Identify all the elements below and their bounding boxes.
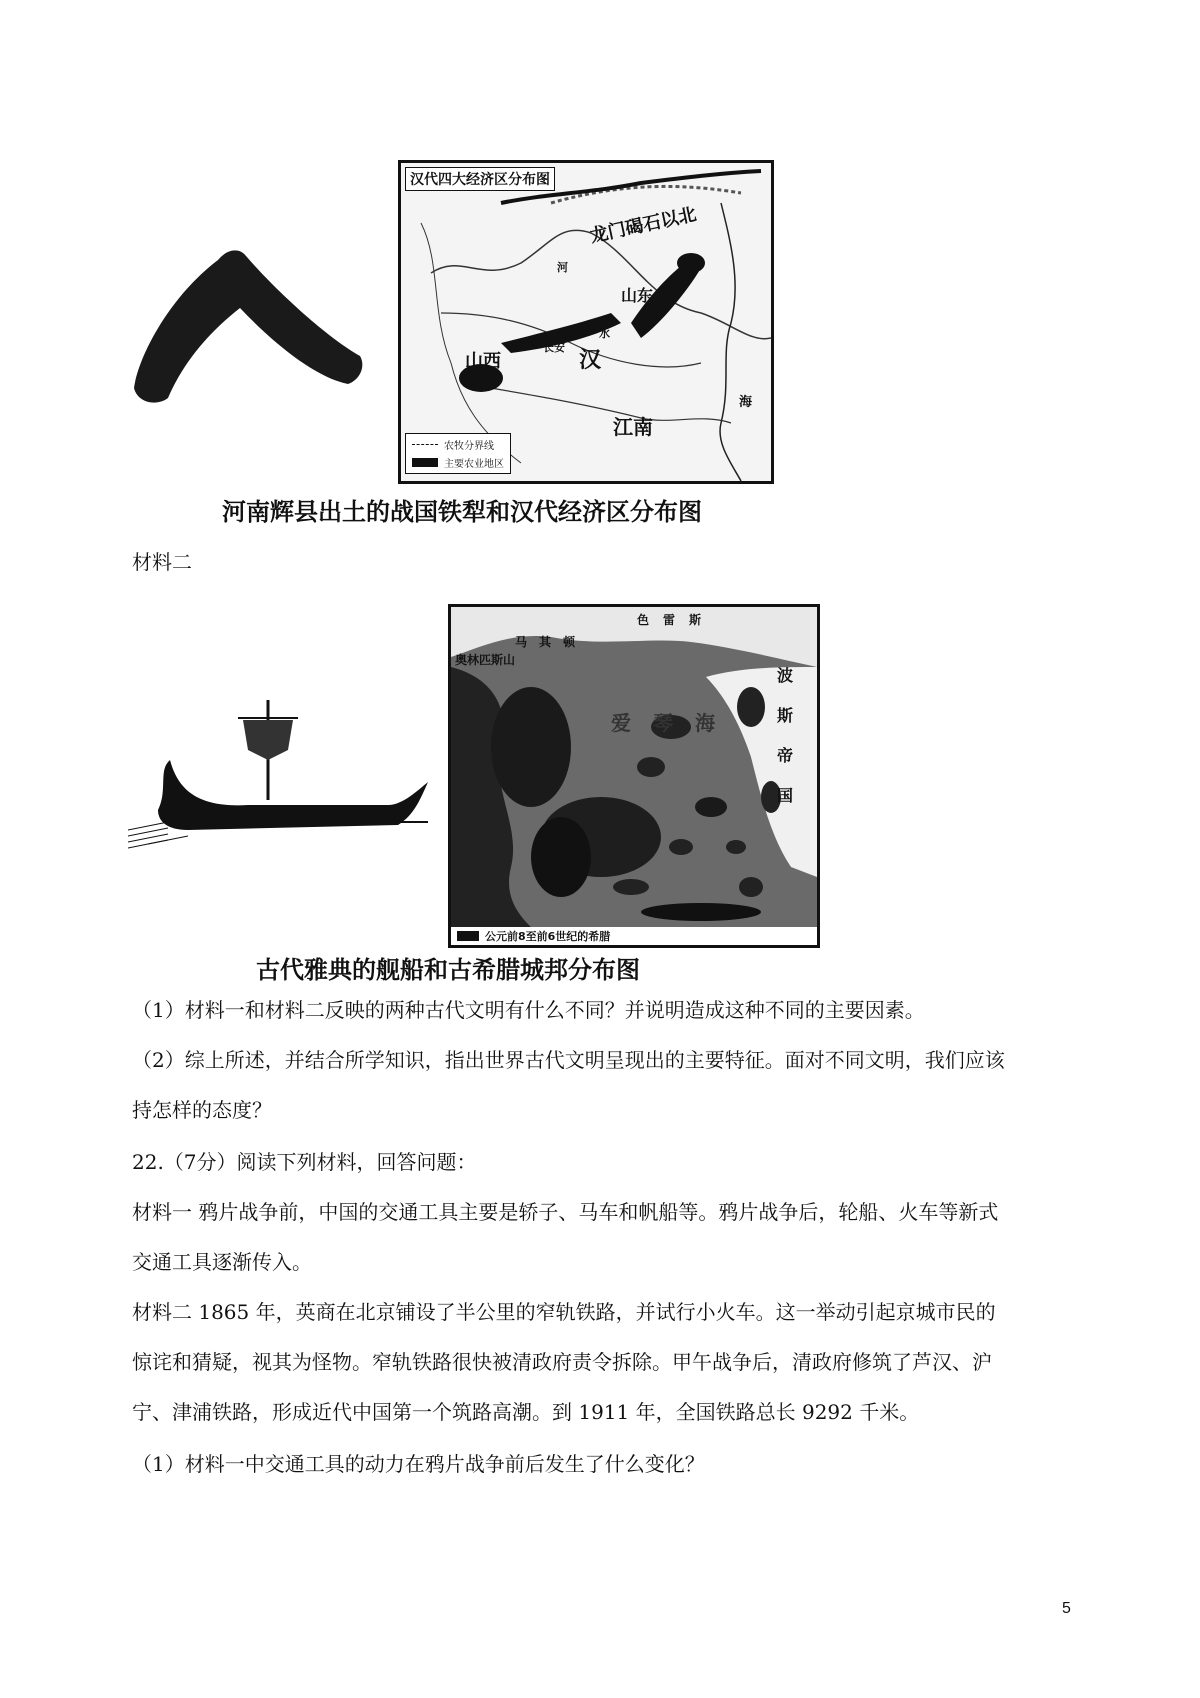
label-shui: 水 [599,327,610,340]
label-macedonia: 马其顿 [515,635,588,649]
label-persia-1: 波 [777,666,794,685]
legend-area-label: 主要农业地区 [444,459,504,470]
label-persia-3: 帝 [777,746,794,765]
label-jiangnan: 江南 [613,415,653,439]
greece-map-legend: 公元前8至前6世纪的希腊 [485,930,611,943]
problem22-material2-line1: 材料二 1865 年，英商在北京铺设了半公里的窄轨铁路，并试行小火车。这一举动引起京城市民的 [132,1300,996,1324]
label-changan: 长安 [543,341,565,354]
label-hai: 海 [739,395,753,410]
label-longmen: 龙门碣石以北 [588,203,699,247]
label-thrace: 色雷斯 [637,613,716,627]
legend-block-icon [412,458,438,467]
page-number: 5 [1062,1600,1071,1617]
label-persia-2: 斯 [777,706,794,725]
legend-line-row [412,437,504,452]
label-han: 汉 [579,348,602,373]
question-2-line1: （2）综上所述，并结合所学知识，指出世界古代文明呈现出的主要特征。面对不同文明，我们应该 [132,1048,1005,1072]
legend-area-row [412,455,504,470]
greece-citystate-map [448,604,820,948]
han-map-legend [405,433,511,474]
map-title: 汉代四大经济区分布图 [405,167,555,191]
problem22-material2-line2: 惊诧和猜疑，视其为怪物。窄轨铁路很快被清政府责令拆除。甲午战争后，清政府修筑了芦汉、沪 [132,1350,992,1374]
material2-heading: 材料二 [132,550,192,574]
legend-dash-icon [412,444,438,445]
label-aegean: 爱琴海 [611,711,737,735]
athenian-ship-image [128,690,428,850]
problem22-material1-line1: 材料一 鸦片战争前，中国的交通工具主要是轿子、马车和帆船等。鸦片战争后，轮船、火车等新式 [132,1200,999,1224]
question-1: （1）材料一和材料二反映的两种古代文明有什么不同？并说明造成这种不同的主要因素。 [132,998,925,1022]
problem22-material2-line3: 宁、津浦铁路，形成近代中国第一个筑路高潮。到 1911 年，全国铁路总长 9292 千米。 [132,1400,920,1424]
problem22-material1-line2: 交通工具逐渐传入。 [132,1250,312,1274]
question-2-line2: 持怎样的态度？ [132,1098,272,1122]
label-shandong: 山东 [621,286,654,305]
iron-plough-image [128,238,368,408]
legend-line-label: 农牧分界线 [444,441,494,452]
figure1-caption: 河南辉县出土的战国铁犁和汉代经济区分布图 [222,498,702,526]
label-he: 河 [557,261,568,274]
figure2-caption: 古代雅典的舰船和古希腊城邦分布图 [256,956,640,984]
label-shanxi: 山西 [465,351,501,372]
label-persia-4: 国 [777,786,794,805]
han-economic-map [398,160,774,484]
label-olympus: 奥林匹斯山 [455,653,516,667]
problem22-heading: 22.（7分）阅读下列材料，回答问题： [132,1150,477,1174]
problem22-question-1: （1）材料一中交通工具的动力在鸦片战争前后发生了什么变化？ [132,1452,705,1476]
